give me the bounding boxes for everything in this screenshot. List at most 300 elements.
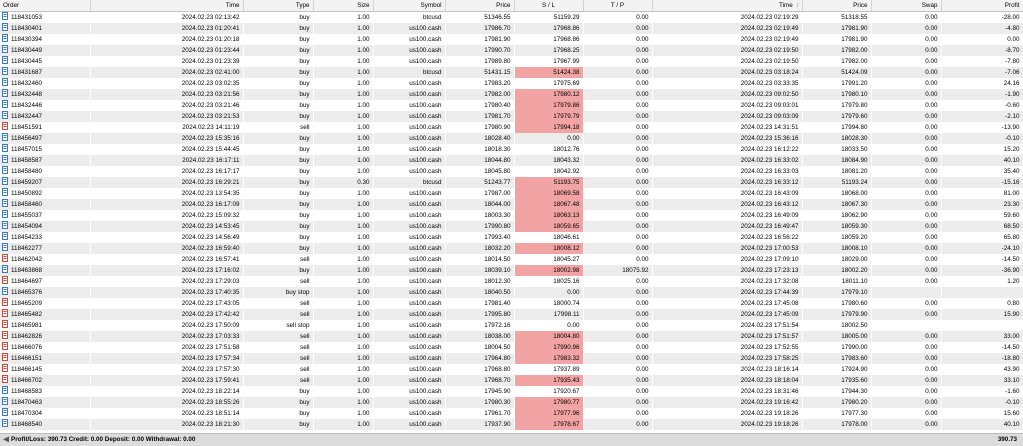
swap-cell: 0.00 xyxy=(871,23,941,34)
table-row[interactable] xyxy=(0,56,1023,67)
close-price-cell: 17979.80 xyxy=(802,100,871,111)
profit-cell: -7.80 xyxy=(941,56,1023,67)
profit-cell: 65.80 xyxy=(941,232,1023,243)
buy-order-icon xyxy=(2,133,8,141)
close-time-cell: 2024.02.23 17:52:55 xyxy=(652,342,802,353)
summary-bar xyxy=(0,433,1023,446)
header-row xyxy=(0,0,1023,12)
table-row[interactable] xyxy=(0,111,1023,122)
column-header-profit[interactable]: Profit xyxy=(941,0,1023,12)
swap-cell: 0.00 xyxy=(871,111,941,122)
symbol-cell: us100.cash xyxy=(373,254,445,265)
order-number: 118456497 xyxy=(11,135,43,142)
close-time-cell: 2024.02.23 19:18:26 xyxy=(652,419,802,430)
symbol-cell: us100.cash xyxy=(373,210,445,221)
size-cell: 1.00 xyxy=(313,408,373,419)
order-number: 118430394 xyxy=(11,36,43,43)
sell-order-icon xyxy=(2,254,8,262)
close-time-cell: 2024.02.23 03:33:35 xyxy=(652,78,802,89)
order-number: 118465209 xyxy=(11,300,43,307)
swap-cell: 0.00 xyxy=(871,309,941,320)
close-time-cell: 2024.02.23 02:19:49 xyxy=(652,34,802,45)
profit-cell: -28.00 xyxy=(941,12,1023,24)
tp-cell: 0.00 xyxy=(583,386,652,397)
table-row[interactable] xyxy=(0,89,1023,100)
order-cell xyxy=(0,232,90,243)
table-row[interactable] xyxy=(0,78,1023,89)
size-cell: 0.30 xyxy=(313,177,373,188)
swap-cell: 0.00 xyxy=(871,78,941,89)
sl-cell: 18067.48 xyxy=(514,199,583,210)
order-cell xyxy=(0,287,90,298)
order-number: 118465482 xyxy=(11,311,43,318)
order-number: 118458480 xyxy=(11,168,43,175)
symbol-cell: us100.cash xyxy=(373,166,445,177)
size-cell: 1.00 xyxy=(313,111,373,122)
profit-cell: 68.50 xyxy=(941,221,1023,232)
order-number: 118432446 xyxy=(11,102,43,109)
order-cell xyxy=(0,254,90,265)
price-cell: 18045.80 xyxy=(445,166,514,177)
order-number: 118468583 xyxy=(11,388,43,395)
buy-order-icon xyxy=(2,210,8,218)
table-row[interactable] xyxy=(0,188,1023,199)
buy-order-icon xyxy=(2,232,8,240)
close-time-cell: 2024.02.23 02:19:50 xyxy=(652,45,802,56)
order-number: 118462277 xyxy=(11,245,43,252)
close-time-cell: 2024.02.23 16:33:02 xyxy=(652,155,802,166)
time-cell: 2024.02.23 16:57:41 xyxy=(90,254,243,265)
tp-cell: 0.00 xyxy=(583,243,652,254)
table-row[interactable] xyxy=(0,177,1023,188)
sl-cell: 17978.67 xyxy=(514,419,583,430)
type-cell: sell xyxy=(243,342,313,353)
sl-cell: 18000.74 xyxy=(514,298,583,309)
price-cell: 17981.90 xyxy=(445,34,514,45)
type-cell: buy xyxy=(243,265,313,276)
type-cell: sell xyxy=(243,364,313,375)
price-cell: 18039.10 xyxy=(445,265,514,276)
order-cell xyxy=(0,419,90,430)
type-cell: sell xyxy=(243,375,313,386)
close-time-cell: 2024.02.23 16:43:12 xyxy=(652,199,802,210)
table-row[interactable] xyxy=(0,419,1023,430)
type-cell: buy xyxy=(243,67,313,78)
close-price-cell: 17978.00 xyxy=(802,419,871,430)
time-cell: 2024.02.23 17:50:09 xyxy=(90,320,243,331)
sl-cell: 18043.32 xyxy=(514,155,583,166)
close-price-cell: 18029.00 xyxy=(802,254,871,265)
order-number: 118455037 xyxy=(11,212,43,219)
profit-cell: -0.10 xyxy=(941,397,1023,408)
column-header-close-time[interactable] xyxy=(652,0,802,12)
order-number: 118458587 xyxy=(11,157,43,164)
sl-cell: 18063.13 xyxy=(514,210,583,221)
order-cell xyxy=(0,155,90,166)
tp-cell: 0.00 xyxy=(583,111,652,122)
close-price-cell: 18081.20 xyxy=(802,166,871,177)
table-row[interactable] xyxy=(0,298,1023,309)
sell-order-icon xyxy=(2,331,8,339)
price-cell: 18012.30 xyxy=(445,276,514,287)
close-price-cell: 17979.10 xyxy=(802,287,871,298)
table-row[interactable] xyxy=(0,331,1023,342)
time-cell: 2024.02.23 18:21:30 xyxy=(90,419,243,430)
profit-cell: 40.10 xyxy=(941,155,1023,166)
size-cell: 1.00 xyxy=(313,122,373,133)
table-row[interactable] xyxy=(0,386,1023,397)
profit-cell: 33.10 xyxy=(941,375,1023,386)
time-cell: 2024.02.23 15:35:16 xyxy=(90,133,243,144)
order-number: 118462042 xyxy=(11,256,43,263)
column-header-tp[interactable]: T / P xyxy=(583,0,652,12)
tp-cell: 0.00 xyxy=(583,45,652,56)
order-cell xyxy=(0,386,90,397)
tp-cell: 0.00 xyxy=(583,375,652,386)
time-cell: 2024.02.23 01:23:39 xyxy=(90,56,243,67)
table-row[interactable] xyxy=(0,221,1023,232)
order-number: 118450892 xyxy=(11,190,43,197)
time-cell: 2024.02.23 17:51:58 xyxy=(90,342,243,353)
symbol-cell: us100.cash xyxy=(373,419,445,430)
order-number: 118430401 xyxy=(11,25,43,32)
symbol-cell: us100.cash xyxy=(373,320,445,331)
table-row[interactable] xyxy=(0,254,1023,265)
symbol-cell: us100.cash xyxy=(373,298,445,309)
order-number: 118457015 xyxy=(11,146,43,153)
price-cell: 18044.00 xyxy=(445,199,514,210)
sell-order-icon xyxy=(2,298,8,306)
column-header-size[interactable]: Size xyxy=(313,0,373,12)
profit-cell: 15.20 xyxy=(941,144,1023,155)
size-cell: 1.00 xyxy=(313,23,373,34)
tp-cell: 0.00 xyxy=(583,419,652,430)
size-cell: 1.00 xyxy=(313,243,373,254)
order-cell xyxy=(0,166,90,177)
type-cell: buy xyxy=(243,100,313,111)
swap-cell xyxy=(871,320,941,331)
type-cell: buy xyxy=(243,89,313,100)
close-price-cell: 18059.30 xyxy=(802,221,871,232)
table-row[interactable] xyxy=(0,342,1023,353)
type-cell: sell xyxy=(243,331,313,342)
close-price-cell: 51193.24 xyxy=(802,177,871,188)
buy-order-icon xyxy=(2,144,8,152)
price-cell: 18004.50 xyxy=(445,342,514,353)
table-row[interactable] xyxy=(0,375,1023,386)
tp-cell: 0.00 xyxy=(583,287,652,298)
swap-cell: 0.00 xyxy=(871,155,941,166)
tp-cell: 0.00 xyxy=(583,199,652,210)
size-cell: 1.00 xyxy=(313,309,373,320)
close-price-cell: 17980.10 xyxy=(802,89,871,100)
order-number: 118430445 xyxy=(11,58,43,65)
column-header-order[interactable]: Order xyxy=(0,0,90,12)
symbol-cell: us100.cash xyxy=(373,45,445,56)
buy-order-icon xyxy=(2,188,8,196)
sl-cell: 18002.98 xyxy=(514,265,583,276)
order-number: 118466145 xyxy=(11,366,43,373)
swap-cell: 0.00 xyxy=(871,188,941,199)
buy-order-icon xyxy=(2,23,8,31)
close-price-cell: 17979.60 xyxy=(802,111,871,122)
sl-cell: 17980.12 xyxy=(514,89,583,100)
price-cell: 17980.40 xyxy=(445,100,514,111)
close-price-cell: 17982.00 xyxy=(802,45,871,56)
symbol-cell: us100.cash xyxy=(373,397,445,408)
size-cell: 1.00 xyxy=(313,386,373,397)
column-header-sl[interactable]: S / L xyxy=(514,0,583,12)
swap-cell: 0.00 xyxy=(871,364,941,375)
profit-cell: -14.50 xyxy=(941,254,1023,265)
symbol-cell: btcusd xyxy=(373,177,445,188)
profit-cell: -15.16 xyxy=(941,177,1023,188)
price-cell: 17980.90 xyxy=(445,122,514,133)
swap-cell: 0.00 xyxy=(871,56,941,67)
buy-order-icon xyxy=(2,221,8,229)
profit-cell: 35.40 xyxy=(941,166,1023,177)
symbol-cell: us100.cash xyxy=(373,78,445,89)
order-cell xyxy=(0,78,90,89)
table-row[interactable] xyxy=(0,166,1023,177)
symbol-cell: us100.cash xyxy=(373,331,445,342)
table-row[interactable] xyxy=(0,287,1023,298)
swap-cell: 0.00 xyxy=(871,243,941,254)
time-cell: 2024.02.23 18:22:14 xyxy=(90,386,243,397)
sl-cell: 17998.11 xyxy=(514,309,583,320)
order-number: 118466151 xyxy=(11,355,43,362)
swap-cell: 0.00 xyxy=(871,276,941,287)
close-time-cell: 2024.02.23 17:51:57 xyxy=(652,331,802,342)
swap-cell: 0.00 xyxy=(871,12,941,24)
tp-cell: 0.00 xyxy=(583,56,652,67)
close-time-cell: 2024.02.23 14:31:51 xyxy=(652,122,802,133)
order-cell xyxy=(0,397,90,408)
symbol-cell: us100.cash xyxy=(373,232,445,243)
swap-cell: 0.00 xyxy=(871,298,941,309)
sl-cell: 17968.25 xyxy=(514,45,583,56)
tp-cell: 0.00 xyxy=(583,133,652,144)
profit-cell xyxy=(941,320,1023,331)
swap-cell: 0.00 xyxy=(871,375,941,386)
order-cell xyxy=(0,188,90,199)
sl-cell: 17968.86 xyxy=(514,23,583,34)
table-row[interactable] xyxy=(0,353,1023,364)
table-row[interactable] xyxy=(0,199,1023,210)
table-row[interactable] xyxy=(0,133,1023,144)
close-time-cell: 2024.02.23 16:33:12 xyxy=(652,177,802,188)
tp-cell: 18075.92 xyxy=(583,265,652,276)
swap-cell: 0.00 xyxy=(871,210,941,221)
close-price-cell: 18002.50 xyxy=(802,320,871,331)
close-price-cell: 17990.00 xyxy=(802,342,871,353)
order-cell xyxy=(0,342,90,353)
symbol-cell: us100.cash xyxy=(373,111,445,122)
table-row[interactable] xyxy=(0,232,1023,243)
order-number: 118432448 xyxy=(11,91,43,98)
type-cell: buy xyxy=(243,408,313,419)
order-number: 118458460 xyxy=(11,201,43,208)
size-cell: 1.00 xyxy=(313,265,373,276)
time-cell: 2024.02.23 16:17:11 xyxy=(90,155,243,166)
symbol-cell: us100.cash xyxy=(373,243,445,254)
symbol-cell: us100.cash xyxy=(373,265,445,276)
table-row[interactable] xyxy=(0,320,1023,331)
tp-cell: 0.00 xyxy=(583,177,652,188)
time-cell: 2024.02.23 18:55:26 xyxy=(90,397,243,408)
order-number: 118465376 xyxy=(11,289,43,296)
tp-cell: 0.00 xyxy=(583,232,652,243)
price-cell: 17968.80 xyxy=(445,364,514,375)
table-row[interactable] xyxy=(0,122,1023,133)
column-header-close-price[interactable]: Price xyxy=(802,0,871,12)
size-cell: 1.00 xyxy=(313,78,373,89)
type-cell: buy xyxy=(243,34,313,45)
column-header-symbol[interactable]: Symbol xyxy=(373,0,445,12)
symbol-cell: us100.cash xyxy=(373,287,445,298)
tp-cell: 0.00 xyxy=(583,12,652,24)
time-cell: 2024.02.23 01:23:44 xyxy=(90,45,243,56)
close-price-cell: 17983.60 xyxy=(802,353,871,364)
summary-total: 390.73 xyxy=(997,436,1017,443)
order-number: 118465981 xyxy=(11,322,43,329)
symbol-cell: us100.cash xyxy=(373,56,445,67)
size-cell: 1.00 xyxy=(313,155,373,166)
table-row[interactable] xyxy=(0,23,1023,34)
time-cell: 2024.02.23 03:21:46 xyxy=(90,100,243,111)
order-cell xyxy=(0,210,90,221)
price-cell: 17981.70 xyxy=(445,111,514,122)
close-time-cell: 2024.02.23 02:19:49 xyxy=(652,23,802,34)
profit-cell: 24.16 xyxy=(941,78,1023,89)
size-cell: 1.00 xyxy=(313,89,373,100)
close-time-cell: 2024.02.23 16:12:22 xyxy=(652,144,802,155)
time-cell: 2024.02.23 02:41:00 xyxy=(90,67,243,78)
table-row[interactable] xyxy=(0,408,1023,419)
table-row[interactable] xyxy=(0,265,1023,276)
close-time-cell: 2024.02.23 18:31:46 xyxy=(652,386,802,397)
order-cell xyxy=(0,265,90,276)
sl-cell: 17937.89 xyxy=(514,364,583,375)
column-header-price[interactable]: Price xyxy=(445,0,514,12)
sl-cell: 17979.79 xyxy=(514,111,583,122)
profit-cell: -13.90 xyxy=(941,122,1023,133)
type-cell: buy xyxy=(243,155,313,166)
tp-cell: 0.00 xyxy=(583,254,652,265)
sort-indicator: / xyxy=(796,2,799,9)
symbol-cell: btcusd xyxy=(373,67,445,78)
swap-cell: 0.00 xyxy=(871,45,941,56)
buy-order-icon xyxy=(2,287,8,295)
close-price-cell: 17980.20 xyxy=(802,397,871,408)
price-cell: 17987.00 xyxy=(445,188,514,199)
column-header-swap[interactable]: Swap xyxy=(871,0,941,12)
order-cell xyxy=(0,276,90,287)
size-cell: 1.00 xyxy=(313,276,373,287)
price-cell: 51243.77 xyxy=(445,177,514,188)
price-cell: 17981.40 xyxy=(445,298,514,309)
table-row[interactable] xyxy=(0,100,1023,111)
column-header-time[interactable]: Time xyxy=(90,0,243,12)
profit-cell xyxy=(941,287,1023,298)
time-cell: 2024.02.23 14:56:49 xyxy=(90,232,243,243)
table-body xyxy=(0,12,1023,431)
table-row[interactable] xyxy=(0,243,1023,254)
order-cell xyxy=(0,221,90,232)
time-cell: 2024.02.23 16:17:17 xyxy=(90,166,243,177)
order-cell xyxy=(0,67,90,78)
sell-order-icon xyxy=(2,364,8,372)
sl-cell: 18025.16 xyxy=(514,276,583,287)
swap-cell: 0.00 xyxy=(871,342,941,353)
tp-cell: 0.00 xyxy=(583,320,652,331)
swap-cell: 0.00 xyxy=(871,34,941,45)
table-row[interactable] xyxy=(0,45,1023,56)
price-cell: 17990.80 xyxy=(445,221,514,232)
table-row[interactable] xyxy=(0,210,1023,221)
close-price-cell: 18062.90 xyxy=(802,210,871,221)
close-price-cell: 18011.10 xyxy=(802,276,871,287)
sl-cell: 51193.75 xyxy=(514,177,583,188)
swap-cell: 0.00 xyxy=(871,144,941,155)
table-row[interactable] xyxy=(0,309,1023,320)
profit-cell: -0.60 xyxy=(941,100,1023,111)
order-cell xyxy=(0,320,90,331)
size-cell: 1.00 xyxy=(313,199,373,210)
table-row[interactable] xyxy=(0,12,1023,24)
type-cell: buy xyxy=(243,45,313,56)
tp-cell: 0.00 xyxy=(583,342,652,353)
close-price-cell: 17981.90 xyxy=(802,23,871,34)
close-price-cell: 17924.90 xyxy=(802,364,871,375)
symbol-cell: us100.cash xyxy=(373,155,445,166)
close-price-cell: 17994.80 xyxy=(802,122,871,133)
table-row[interactable] xyxy=(0,34,1023,45)
table-row[interactable] xyxy=(0,364,1023,375)
table-row[interactable] xyxy=(0,144,1023,155)
time-cell: 2024.02.23 16:29:21 xyxy=(90,177,243,188)
close-time-cell: 2024.02.23 19:18:26 xyxy=(652,408,802,419)
column-header-type[interactable]: Type xyxy=(243,0,313,12)
price-cell: 17983.20 xyxy=(445,78,514,89)
table-row[interactable] xyxy=(0,397,1023,408)
tp-cell: 0.00 xyxy=(583,188,652,199)
type-cell: sell stop xyxy=(243,320,313,331)
size-cell: 1.00 xyxy=(313,232,373,243)
time-cell: 2024.02.23 16:59:40 xyxy=(90,243,243,254)
size-cell: 1.00 xyxy=(313,210,373,221)
order-number: 118459207 xyxy=(11,179,43,186)
close-time-cell: 2024.02.23 17:00:53 xyxy=(652,243,802,254)
tp-cell: 0.00 xyxy=(583,23,652,34)
time-cell: 2024.02.23 17:40:35 xyxy=(90,287,243,298)
table-row[interactable] xyxy=(0,155,1023,166)
close-price-cell: 17977.30 xyxy=(802,408,871,419)
swap-cell: 0.00 xyxy=(871,331,941,342)
symbol-cell: us100.cash xyxy=(373,408,445,419)
order-cell xyxy=(0,408,90,419)
size-cell: 1.00 xyxy=(313,56,373,67)
symbol-cell: us100.cash xyxy=(373,23,445,34)
profit-cell: 33.00 xyxy=(941,331,1023,342)
tp-cell: 0.00 xyxy=(583,155,652,166)
time-cell: 2024.02.23 17:59:41 xyxy=(90,375,243,386)
table-row[interactable] xyxy=(0,67,1023,78)
tp-cell: 0.00 xyxy=(583,221,652,232)
tp-cell: 0.00 xyxy=(583,144,652,155)
table-row[interactable] xyxy=(0,276,1023,287)
symbol-cell: us100.cash xyxy=(373,34,445,45)
